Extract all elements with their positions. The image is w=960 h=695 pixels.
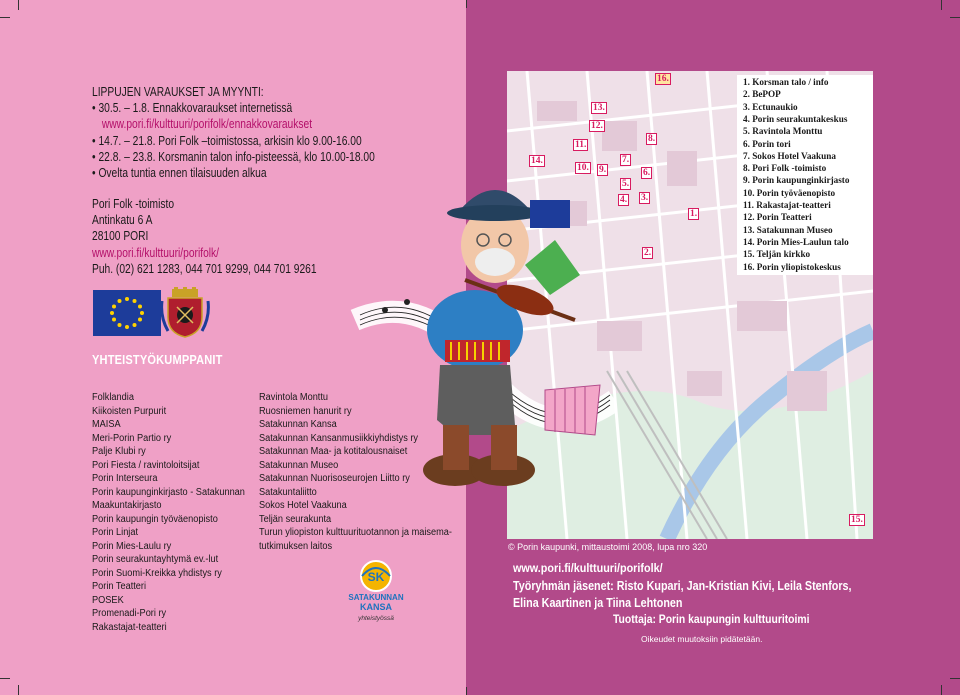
legend-item: 12. Porin Teatteri	[743, 212, 812, 223]
map-marker[interactable]: 6.	[643, 168, 651, 178]
map-marker[interactable]: 7.	[622, 155, 630, 165]
crop-mark	[941, 0, 942, 10]
partner-item: Porin kaupunginkirjasto - Satakunnan	[92, 486, 245, 498]
partner-item: Promenadi-Pori ry	[92, 608, 167, 619]
partner-item: Satakunnan Museo	[259, 459, 339, 471]
partner-item: Porin Linjat	[92, 527, 139, 538]
legend-item: 3. Ectunaukio	[743, 101, 798, 112]
legend-item: 2. BePOP	[743, 89, 781, 100]
partners-list-left	[92, 391, 245, 634]
legend-item: 8. Pori Folk -toimisto	[743, 163, 827, 174]
office-url-link[interactable]: www.pori.fi/kulttuuri/porifolk/	[92, 245, 220, 260]
partner-item: Porin seurakuntayhtymä ev.-lut	[92, 554, 219, 565]
satakunnan-kansa-logo	[346, 556, 406, 626]
legend-item: 11. Rakastajat-teatteri	[743, 200, 831, 210]
legend-item: 14. Porin Mies-Laulun talo	[743, 236, 849, 247]
partner-item: tutkimuksen laitos	[259, 540, 333, 552]
legend-item: 15. Teljän kirkko	[743, 249, 811, 260]
map-copyright: © Porin kaupunki, mittaustoimi 2008, lupa nro 320	[508, 542, 708, 552]
partner-item: Porin Mies-Laulu ry	[92, 540, 172, 552]
office-street: Antinkatu 6 A	[92, 213, 153, 228]
office-name: Pori Folk -toimisto	[92, 197, 175, 211]
legend-item: 13. Satakunnan Museo	[743, 224, 833, 235]
map-marker[interactable]: 13.	[593, 103, 605, 113]
map-marker[interactable]: 15.	[851, 515, 863, 525]
legend-item: 5. Ravintola Monttu	[743, 126, 823, 137]
partner-item: Ravintola Monttu	[259, 392, 329, 403]
crop-mark	[18, 0, 19, 10]
partner-item: Satakunnan Kansa	[259, 419, 337, 430]
partner-item: Meri-Porin Partio ry	[92, 432, 172, 444]
legend-item: 4. Porin seurakuntakeskus	[743, 113, 848, 124]
partner-item: Sokos Hotel Vaakuna	[259, 500, 347, 511]
fold-mark	[466, 687, 467, 695]
legend-item: 10. Porin työväenopisto	[743, 187, 836, 198]
crop-mark	[0, 17, 10, 18]
partner-item: Palje Klubi ry	[92, 446, 146, 457]
advance-booking-link[interactable]: www.pori.fi/kulttuuri/porifolk/ennakkovaraukset	[101, 117, 313, 132]
partner-item: Satakuntaliitto	[259, 486, 317, 498]
partner-item: Satakunnan Nuorisoseurojen Liitto ry	[259, 473, 410, 484]
office-postal: 28100 PORI	[92, 229, 149, 244]
sales-item: • 14.7. – 21.8. Pori Folk –toimistossa, arkisin klo 9.00-16.00	[92, 133, 375, 149]
map-marker[interactable]: 11.	[575, 140, 587, 150]
crop-mark	[0, 678, 10, 679]
office-phone: Puh. (02) 621 1283, 044 701 9299, 044 701 9261	[92, 261, 317, 276]
map-marker[interactable]: 16.	[657, 74, 669, 84]
map-marker[interactable]: 3.	[641, 193, 649, 203]
partner-item: Satakunnan Maa- ja kotitalousnaiset	[259, 446, 408, 457]
map-marker[interactable]: 8.	[648, 134, 656, 144]
team-line2: Elina Kaartinen ja Tiina Lehtonen	[513, 596, 683, 610]
fold-mark	[466, 0, 467, 8]
map-marker[interactable]: 5.	[622, 179, 630, 189]
sk-line1: SATAKUNNAN	[348, 593, 404, 602]
partner-item: Turun yliopiston kulttuurituotannon ja maisema-	[259, 527, 452, 538]
crop-mark	[950, 17, 960, 18]
map-marker[interactable]: 1.	[690, 209, 698, 219]
crop-mark	[950, 678, 960, 679]
crop-mark	[941, 685, 942, 695]
partner-item: Maakuntakirjasto	[92, 500, 162, 511]
partners-heading: YHTEISTYÖKUMPPANIT	[92, 352, 223, 367]
partner-item: Pori Fiesta / ravintoloitsijat	[92, 459, 200, 471]
producer: Tuottaja: Porin kaupungin kulttuuritoimi	[613, 614, 810, 626]
partner-item: POSEK	[92, 594, 124, 606]
map-marker[interactable]: 4.	[620, 195, 628, 205]
legend-item: 16. Porin yliopistokeskus	[743, 261, 841, 272]
partner-item: Porin Suomi-Kreikka yhdistys ry	[92, 567, 222, 579]
team-url-link[interactable]: www.pori.fi/kulttuuri/porifolk/	[513, 561, 663, 575]
partner-item: Porin Teatteri	[92, 581, 147, 592]
map-marker[interactable]: 10.	[577, 163, 589, 173]
sk-badge-text: SK	[367, 570, 385, 584]
rights-reserved: Oikeudet muutoksiin pidätetään.	[641, 634, 763, 644]
legend-item: 1. Korsman talo / info	[743, 77, 829, 87]
sales-item: • Ovelta tuntia ennen tilaisuuden alkua	[92, 165, 375, 181]
ticket-sales-heading: LIPPUJEN VARAUKSET JA MYYNTI:	[92, 85, 264, 99]
map-legend	[737, 75, 873, 275]
office-contact	[92, 196, 317, 277]
team-line1: Työryhmän jäsenet: Risto Kupari, Jan-Kristian Kivi, Leila Stenfors,	[513, 579, 852, 593]
eu-flag-logo	[93, 290, 161, 336]
partner-item: Rakastajat-teatteri	[92, 621, 167, 633]
sk-line2: KANSA	[359, 602, 393, 612]
pori-coat-of-arms-icon	[160, 287, 210, 339]
partner-item: Satakunnan Kansanmusiikkiyhdistys ry	[259, 432, 419, 444]
partner-item: Teljän seurakunta	[259, 513, 332, 525]
map-marker[interactable]: 12.	[591, 121, 603, 131]
sk-line3: yhteistyössä	[358, 615, 394, 622]
map-marker[interactable]: 9.	[599, 165, 607, 175]
fiddler-illustration	[345, 170, 615, 515]
partner-item: Porin kaupungin työväenopisto	[92, 513, 218, 525]
partner-item: MAISA	[92, 419, 121, 430]
partner-item: Kiikoisten Purpurit	[92, 405, 167, 417]
legend-item: 6. Porin tori	[743, 138, 791, 149]
partner-item: Folklandia	[92, 392, 134, 403]
ticket-sales-section	[92, 84, 375, 181]
sales-item: • 30.5. – 1.8. Ennakkovaraukset internetissä	[92, 100, 375, 116]
map-marker[interactable]: 14.	[531, 156, 543, 166]
crop-mark	[18, 685, 19, 695]
sales-item: • 22.8. – 23.8. Korsmanin talon info-pisteessä, klo 10.00-18.00	[92, 149, 375, 165]
partner-item: Ruosniemen hanurit ry	[259, 405, 352, 417]
legend-item: 7. Sokos Hotel Vaakuna	[743, 150, 836, 161]
team-members	[513, 578, 852, 612]
legend-item: 9. Porin kaupunginkirjasto	[743, 175, 850, 186]
partner-item: Porin Interseura	[92, 473, 158, 484]
map-marker[interactable]: 2.	[644, 248, 652, 258]
